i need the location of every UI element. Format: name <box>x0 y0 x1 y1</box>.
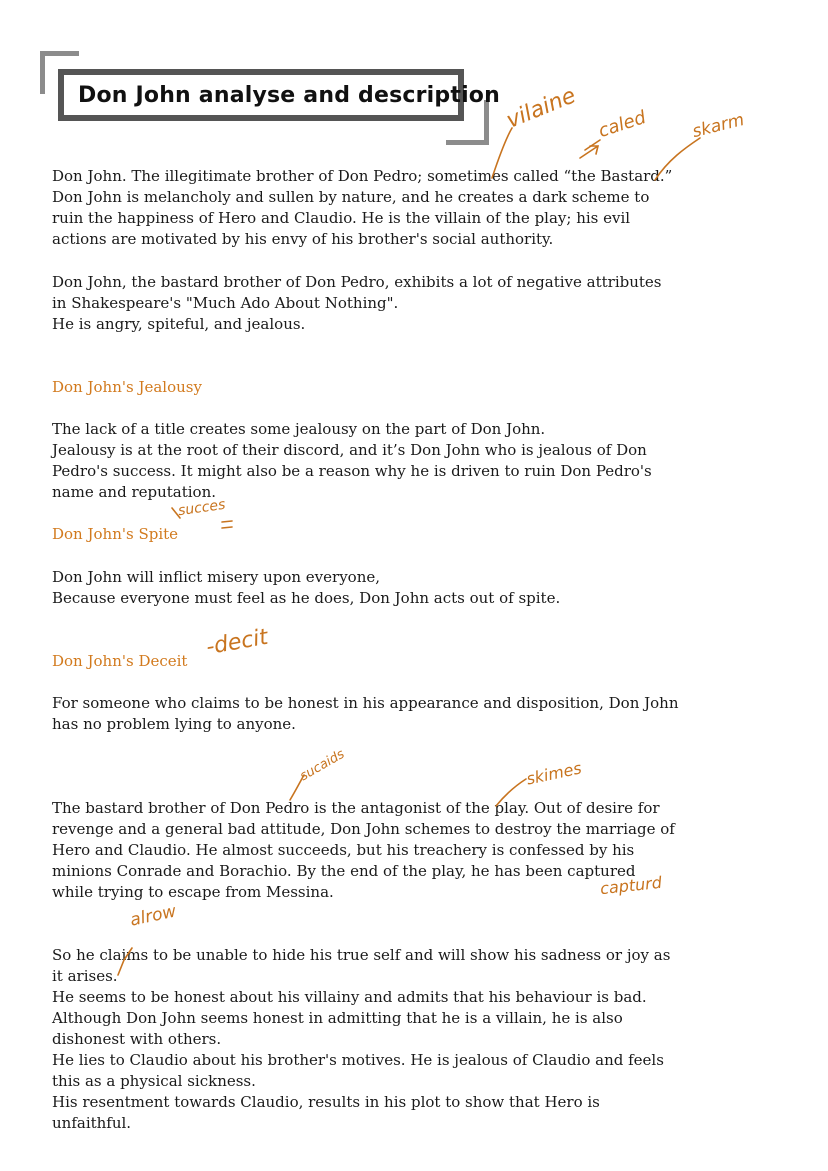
annotation-decit: -decit <box>204 624 270 661</box>
text-line: this as a physical sickness. <box>52 1072 256 1090</box>
text-line: His resentment towards Claudio, results in his plot to show that Hero is <box>52 1093 600 1111</box>
annotation-skimes: skimes <box>524 758 584 789</box>
caret-mark-caled <box>585 140 600 150</box>
annotation-sucaids: sucaids <box>297 746 348 785</box>
closing-paragraph <box>52 945 742 1134</box>
arrow-mark-caled <box>580 146 598 158</box>
text-line: it arises. <box>52 967 118 985</box>
text-line: He lies to Claudio about his brother's motives. He is jealous of Claudio and feels <box>52 1051 664 1069</box>
text-line: unfaithful. <box>52 1114 132 1132</box>
text-line: Because everyone must feel as he does, Don John acts out of spite. <box>52 589 561 607</box>
annotation-succes: succes <box>177 496 227 520</box>
text-line: Don John, the bastard brother of Don Pedro, exhibits a lot of negative attributes <box>52 273 662 291</box>
text-line: dishonest with others. <box>52 1030 222 1048</box>
text-line: minions Conrade and Borachio. By the end of the play, he has been captured <box>52 862 636 880</box>
heading-deceit: Don John's Deceit <box>52 652 188 670</box>
text-line: Don John is melancholy and sullen by nature, and he creates a dark scheme to <box>52 188 650 206</box>
intro-paragraph <box>52 166 742 250</box>
annotation-alrow: alrow <box>128 901 179 931</box>
text-line: Don John. The illegitimate brother of Don Pedro; sometimes called “the Bastard.” <box>52 167 673 185</box>
text-line: He is angry, spiteful, and jealous. <box>52 315 306 333</box>
text-line: has no problem lying to anyone. <box>52 715 296 733</box>
annotation-caled: caled <box>595 107 649 142</box>
spite-paragraph <box>52 567 742 609</box>
text-line: while trying to escape from Messina. <box>52 883 334 901</box>
equals-mark <box>222 521 232 528</box>
text-line: Although Don John seems honest in admitting that he is a villain, he is also <box>52 1009 623 1027</box>
text-line: actions are motivated by his envy of his brother's social authority. <box>52 230 554 248</box>
heading-spite: Don John's Spite <box>52 525 179 543</box>
text-line: For someone who claims to be honest in his appearance and disposition, Don John <box>52 694 679 712</box>
text-line: Don John will inflict misery upon everyone, <box>52 568 381 586</box>
text-line: in Shakespeare's "Much Ado About Nothing". <box>52 294 399 312</box>
text-line: name and reputation. <box>52 483 217 501</box>
text-line: Hero and Claudio. He almost succeeds, but his treachery is confessed by his <box>52 841 635 859</box>
text-line: ruin the happiness of Hero and Claudio. He is the villain of the play; his evil <box>52 209 631 227</box>
text-line: The bastard brother of Don Pedro is the antagonist of the play. Out of desire for <box>52 799 660 817</box>
heading-jealousy: Don John's Jealousy <box>52 378 202 396</box>
text-line: revenge and a general bad attitude, Don John schemes to destroy the marriage of <box>52 820 675 838</box>
text-line: Jealousy is at the root of their discord, and it’s Don John who is jealous of Don <box>52 441 647 459</box>
page-title: Don John analyse and description <box>78 82 500 108</box>
text-line: He seems to be honest about his villainy and admits that his behaviour is bad. <box>52 988 647 1006</box>
deceit-paragraph <box>52 693 742 735</box>
text-line: Pedro's success. It might also be a reason why he is driven to ruin Don Pedro's <box>52 462 652 480</box>
annotation-capturd: capturd <box>599 872 663 899</box>
title-box <box>58 69 500 121</box>
summary-paragraph <box>52 272 742 335</box>
jealousy-paragraph <box>52 419 742 503</box>
annotation-vilaine: vilaine <box>502 83 580 134</box>
text-line: The lack of a title creates some jealousy on the part of Don John. <box>52 420 546 438</box>
annotation-skarm: skarm <box>690 109 747 143</box>
text-line: So he claims to be unable to hide his true self and will show his sadness or joy as <box>52 946 671 964</box>
